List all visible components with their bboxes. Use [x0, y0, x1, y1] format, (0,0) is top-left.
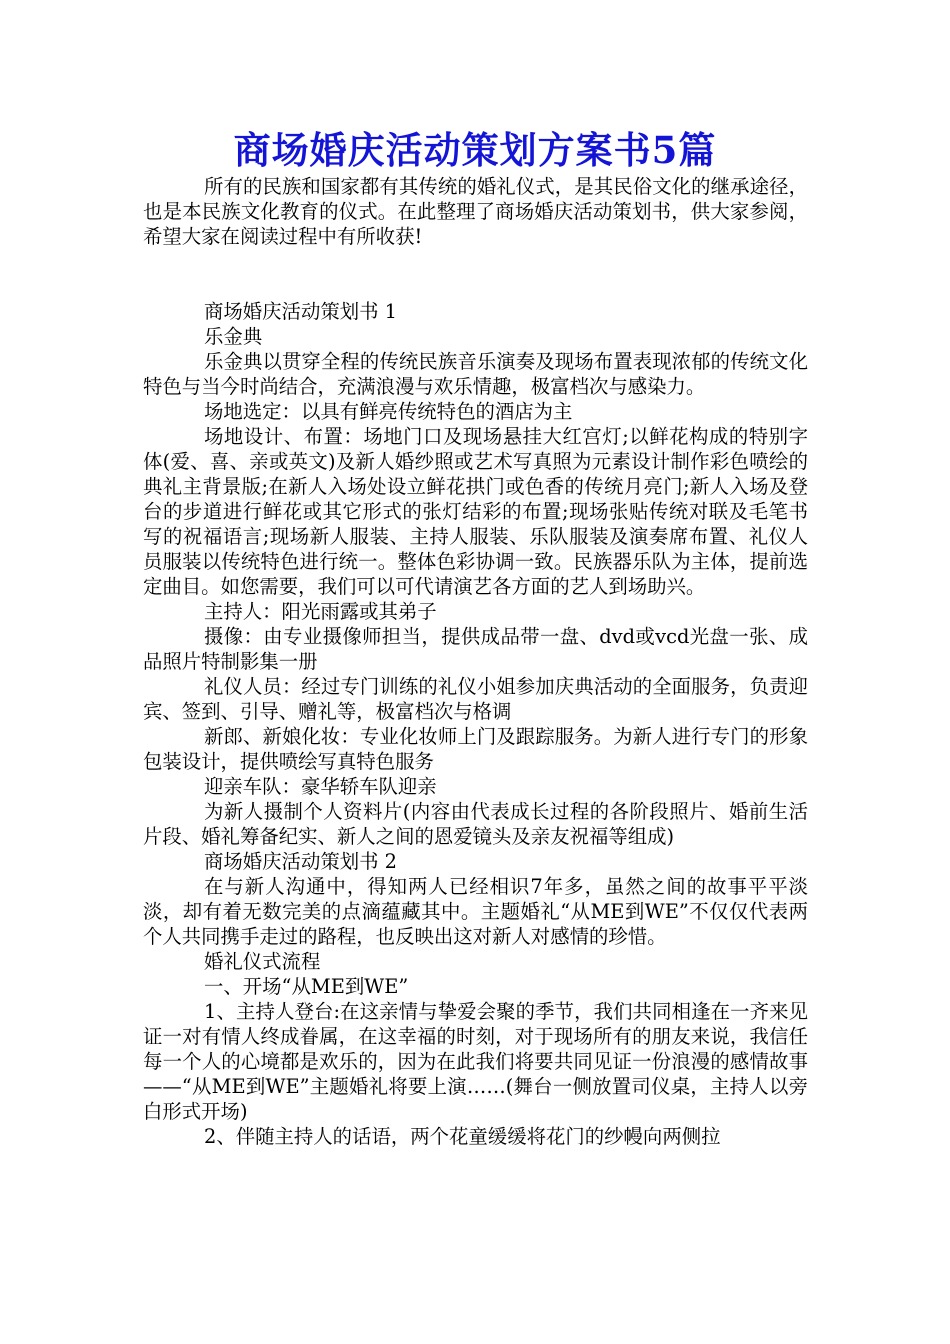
paragraph: 为新人摄制个人资料片(内容由代表成长过程的各阶段照片、婚前生活片段、婚礼筹备纪实、新人之间的恩爱镜头及亲友祝福等组成)	[143, 800, 808, 848]
paragraph: 一、开场“从ME到WE”	[204, 975, 409, 998]
document-title: 商场婚庆活动策划方案书5篇	[233, 128, 717, 172]
paragraph: 在与新人沟通中，得知两人已经相识7年多，虽然之间的故事平平淡淡，却有着无数完美的点滴蕴藏其中。主题婚礼“从ME到WE”不仅仅代表两个人共同携手走过的路程，也反映出这对新人对感情的珍惜。	[143, 875, 808, 948]
paragraph: 场地选定：以具有鲜亮传统特色的酒店为主	[204, 400, 573, 423]
paragraph: 主持人：阳光雨露或其弟子	[204, 600, 437, 623]
paragraph: 迎亲车队：豪华轿车队迎亲	[204, 775, 437, 798]
paragraph: 新郎、新娘化妆：专业化妆师上门及跟踪服务。为新人进行专门的形象包装设计，提供喷绘写真特色服务	[143, 725, 808, 773]
paragraph: 乐金典以贯穿全程的传统民族音乐演奏及现场布置表现浓郁的传统文化特色与当今时尚结合，充满浪漫与欢乐情趣，极富档次与感染力。	[143, 350, 808, 398]
paragraph: 礼仪人员：经过专门训练的礼仪小姐参加庆典活动的全面服务，负责迎宾、签到、引导、赠礼等，极富档次与格调	[143, 675, 808, 723]
paragraph: 1、主持人登台:在这亲情与挚爱会聚的季节，我们共同相逢在一齐来见证一对有情人终成眷属，在这幸福的时刻，对于现场所有的朋友来说，我信任每一个人的心境都是欢乐的，因为在此我们将要共同见证一份浪漫的感情故事——“从ME到WE”主题婚礼将要上演……(舞台一侧放置司仪桌，主持人以旁白形式开场)	[143, 1000, 808, 1123]
document-body	[143, 174, 808, 1149]
section-heading-1: 商场婚庆活动策划书 1	[204, 300, 398, 323]
paragraph: 2、伴随主持人的话语，两个花童缓缓将花门的纱幔向两侧拉	[204, 1125, 721, 1148]
intro-paragraph: 所有的民族和国家都有其传统的婚礼仪式，是其民俗文化的继承途径，也是本民族文化教育的仪式。在此整理了商场婚庆活动策划书，供大家参阅，希望大家在阅读过程中有所收获!	[143, 175, 808, 248]
paragraph: 婚礼仪式流程	[204, 950, 321, 973]
section-subtitle: 乐金典	[204, 325, 263, 348]
blank-line	[143, 249, 808, 299]
paragraph: 场地设计、布置：场地门口及现场悬挂大红宫灯;以鲜花构成的特别字体(爱、喜、亲或英文)及新人婚纱照或艺术写真照为元素设计制作彩色喷绘的典礼主背景版;在新人入场处设立鲜花拱门或色香的传统月亮门;新人入场及登台的步道进行鲜花或其它形式的张灯结彩的布置;现场张贴传统对联及毛笔书写的祝福语言;现场新人服装、主持人服装、乐队服装及演奏席布置、礼仪人员服装以传统特色进行统一。整体色彩协调一致。民族器乐队为主体，提前选定曲目。如您需要，我们可以可代请演艺各方面的艺人到场助兴。	[143, 425, 808, 598]
paragraph: 摄像：由专业摄像师担当，提供成品带一盘、dvd或vcd光盘一张、成品照片特制影集一册	[143, 625, 808, 673]
section-heading-2: 商场婚庆活动策划书 2	[204, 850, 398, 873]
